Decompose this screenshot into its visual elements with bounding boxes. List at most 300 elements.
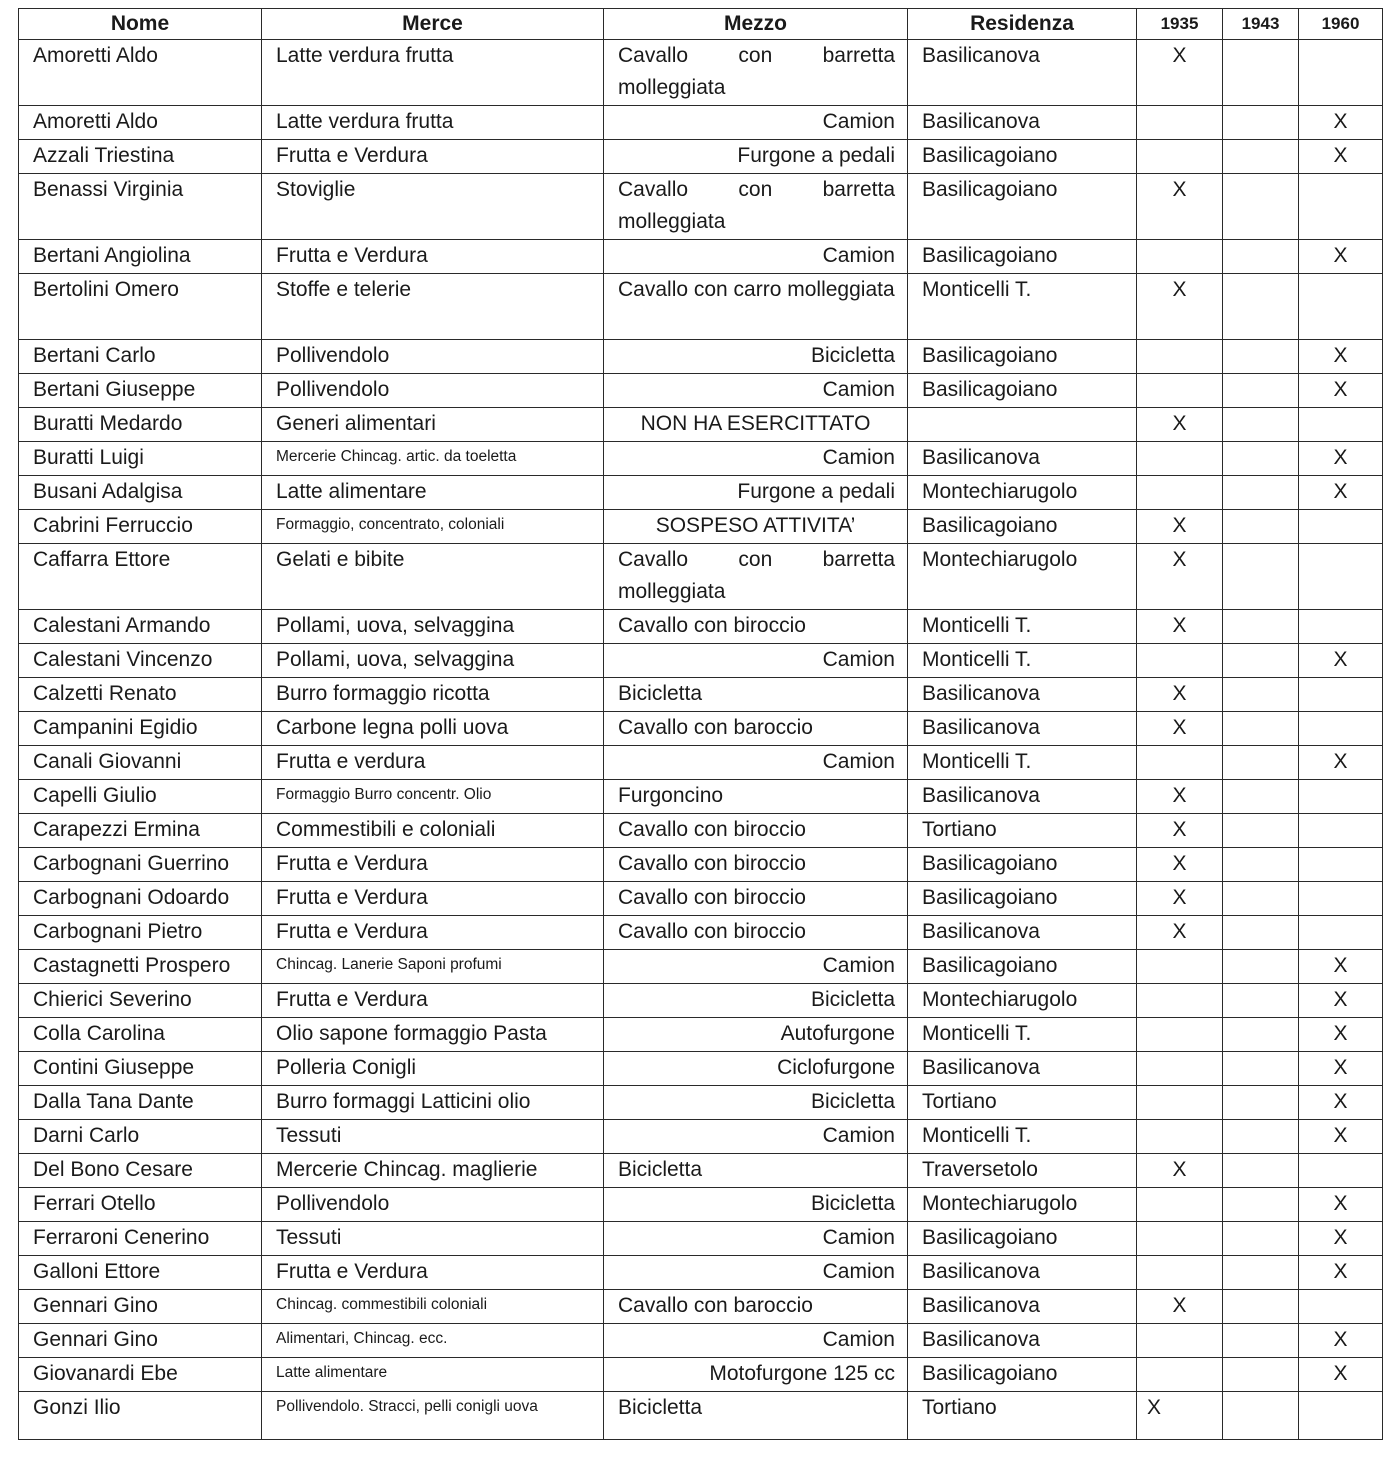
table-row [19, 1324, 1383, 1358]
cell-residenza: Tortiano [908, 1086, 1137, 1120]
cell-merce: Burro formaggi Latticini olio [262, 1086, 604, 1120]
cell-nome: Calestani Armando [19, 610, 262, 644]
cell-nome: Azzali Triestina [19, 140, 262, 174]
header-mezzo: Mezzo [604, 9, 908, 40]
cell-1960-mark: X [1299, 984, 1383, 1018]
cell-1960-mark [1299, 174, 1383, 240]
table-row [19, 746, 1383, 780]
cell-residenza: Monticelli T. [908, 644, 1137, 678]
table-row [19, 678, 1383, 712]
table-row [19, 174, 1383, 240]
cell-residenza: Basilicanova [908, 678, 1137, 712]
cell-1943-mark [1223, 882, 1299, 916]
cell-1943-mark [1223, 274, 1299, 340]
cell-1943-mark [1223, 174, 1299, 240]
cell-nome: Colla Carolina [19, 1018, 262, 1052]
cell-mezzo: Cavallo con biroccio [604, 882, 908, 916]
cell-merce: Tessuti [262, 1120, 604, 1154]
cell-residenza: Basilicanova [908, 1290, 1137, 1324]
cell-1943-mark [1223, 610, 1299, 644]
table-row [19, 340, 1383, 374]
cell-1960-mark [1299, 610, 1383, 644]
cell-mezzo: NON HA ESERCITTATO [604, 408, 908, 442]
cell-1943-mark [1223, 780, 1299, 814]
cell-1935-mark [1137, 374, 1223, 408]
cell-nome: Cabrini Ferruccio [19, 510, 262, 544]
cell-1943-mark [1223, 1120, 1299, 1154]
cell-1960-mark [1299, 1392, 1383, 1440]
cell-merce: Tessuti [262, 1222, 604, 1256]
cell-1935-mark [1137, 1086, 1223, 1120]
cell-merce: Burro formaggio ricotta [262, 678, 604, 712]
cell-1960-mark [1299, 848, 1383, 882]
table-row [19, 984, 1383, 1018]
cell-1943-mark [1223, 1256, 1299, 1290]
cell-residenza: Basilicagoiano [908, 882, 1137, 916]
cell-merce: Chincag. Lanerie Saponi profumi [262, 950, 604, 984]
cell-merce: Latte verdura frutta [262, 40, 604, 106]
cell-mezzo: Camion [604, 746, 908, 780]
table-row [19, 1256, 1383, 1290]
cell-1960-mark [1299, 274, 1383, 340]
cell-nome: Dalla Tana Dante [19, 1086, 262, 1120]
cell-1960-mark: X [1299, 1052, 1383, 1086]
cell-1943-mark [1223, 814, 1299, 848]
cell-mezzo: Bicicletta [604, 984, 908, 1018]
cell-1943-mark [1223, 916, 1299, 950]
table-row [19, 408, 1383, 442]
cell-residenza: Basilicanova [908, 442, 1137, 476]
cell-mezzo: Ciclofurgone [604, 1052, 908, 1086]
cell-residenza: Monticelli T. [908, 274, 1137, 340]
cell-mezzo: Bicicletta [604, 1392, 908, 1440]
cell-merce: Frutta e Verdura [262, 1256, 604, 1290]
cell-residenza: Basilicagoiano [908, 374, 1137, 408]
cell-mezzo: Cavallo con carro molleggiata [604, 274, 908, 340]
cell-1935-mark [1137, 1188, 1223, 1222]
cell-1935-mark [1137, 442, 1223, 476]
table-row [19, 610, 1383, 644]
table-row [19, 1188, 1383, 1222]
cell-1935-mark: X [1137, 678, 1223, 712]
cell-mezzo: Camion [604, 644, 908, 678]
table-row [19, 848, 1383, 882]
table-row [19, 814, 1383, 848]
cell-1935-mark [1137, 1052, 1223, 1086]
cell-1935-mark [1137, 1358, 1223, 1392]
cell-1960-mark [1299, 916, 1383, 950]
table-row [19, 1154, 1383, 1188]
cell-residenza: Monticelli T. [908, 610, 1137, 644]
cell-1960-mark [1299, 1154, 1383, 1188]
cell-nome: Bertani Giuseppe [19, 374, 262, 408]
cell-nome: Castagnetti Prospero [19, 950, 262, 984]
cell-1935-mark: X [1137, 1290, 1223, 1324]
cell-1943-mark [1223, 678, 1299, 712]
cell-1935-mark: X [1137, 544, 1223, 610]
cell-1960-mark: X [1299, 340, 1383, 374]
cell-residenza [908, 408, 1137, 442]
cell-mezzo: Bicicletta [604, 1154, 908, 1188]
cell-nome: Giovanardi Ebe [19, 1358, 262, 1392]
cell-nome: Campanini Egidio [19, 712, 262, 746]
cell-merce: Generi alimentari [262, 408, 604, 442]
cell-mezzo: Cavallo con baroccio [604, 712, 908, 746]
cell-residenza: Tortiano [908, 814, 1137, 848]
cell-nome: Gonzi Ilio [19, 1392, 262, 1440]
cell-1943-mark [1223, 1290, 1299, 1324]
cell-residenza: Montechiarugolo [908, 476, 1137, 510]
cell-mezzo: Camion [604, 374, 908, 408]
cell-residenza: Basilicagoiano [908, 1358, 1137, 1392]
cell-1943-mark [1223, 1358, 1299, 1392]
cell-1960-mark [1299, 780, 1383, 814]
cell-merce: Mercerie Chincag. artic. da toeletta [262, 442, 604, 476]
cell-nome: Amoretti Aldo [19, 40, 262, 106]
header-residenza: Residenza [908, 9, 1137, 40]
cell-merce: Stoffe e telerie [262, 274, 604, 340]
cell-mezzo: Bicicletta [604, 1086, 908, 1120]
cell-1960-mark [1299, 882, 1383, 916]
table-row [19, 1120, 1383, 1154]
cell-1935-mark: X [1137, 40, 1223, 106]
table-row [19, 1018, 1383, 1052]
cell-residenza: Basilicanova [908, 106, 1137, 140]
cell-merce: Stoviglie [262, 174, 604, 240]
cell-1960-mark: X [1299, 140, 1383, 174]
cell-1935-mark: X [1137, 1392, 1223, 1440]
cell-mezzo: Bicicletta [604, 678, 908, 712]
cell-1935-mark [1137, 476, 1223, 510]
table-body [19, 40, 1383, 1440]
cell-1960-mark: X [1299, 746, 1383, 780]
cell-1960-mark: X [1299, 1256, 1383, 1290]
cell-nome: Bertolini Omero [19, 274, 262, 340]
cell-1960-mark: X [1299, 1188, 1383, 1222]
table-row [19, 274, 1383, 340]
cell-mezzo: Cavallo con baroccio [604, 1290, 908, 1324]
cell-1960-mark [1299, 510, 1383, 544]
cell-nome: Carbognani Pietro [19, 916, 262, 950]
cell-merce: Pollivendolo [262, 340, 604, 374]
cell-residenza: Montechiarugolo [908, 984, 1137, 1018]
cell-1935-mark [1137, 240, 1223, 274]
cell-merce: Frutta e Verdura [262, 882, 604, 916]
cell-residenza: Monticelli T. [908, 1018, 1137, 1052]
cell-1935-mark [1137, 1222, 1223, 1256]
cell-merce: Mercerie Chincag. maglierie [262, 1154, 604, 1188]
cell-nome: Del Bono Cesare [19, 1154, 262, 1188]
cell-residenza: Basilicagoiano [908, 340, 1137, 374]
cell-merce: Alimentari, Chincag. ecc. [262, 1324, 604, 1358]
cell-1935-mark: X [1137, 780, 1223, 814]
cell-nome: Calzetti Renato [19, 678, 262, 712]
cell-1960-mark [1299, 544, 1383, 610]
cell-residenza: Basilicanova [908, 1256, 1137, 1290]
cell-merce: Pollivendolo [262, 1188, 604, 1222]
cell-merce: Olio sapone formaggio Pasta [262, 1018, 604, 1052]
cell-1935-mark [1137, 140, 1223, 174]
cell-1943-mark [1223, 644, 1299, 678]
cell-1943-mark [1223, 1188, 1299, 1222]
table-row [19, 40, 1383, 106]
cell-residenza: Monticelli T. [908, 746, 1137, 780]
cell-1943-mark [1223, 510, 1299, 544]
cell-mezzo: Motofurgone 125 cc [604, 1358, 908, 1392]
cell-merce: Frutta e Verdura [262, 984, 604, 1018]
cell-1960-mark: X [1299, 1018, 1383, 1052]
cell-1960-mark: X [1299, 950, 1383, 984]
cell-nome: Calestani Vincenzo [19, 644, 262, 678]
cell-mezzo: Cavallo con barretta molleggiata [604, 174, 908, 240]
cell-merce: Latte alimentare [262, 1358, 604, 1392]
cell-mezzo: Camion [604, 442, 908, 476]
cell-mezzo: Cavallo con biroccio [604, 610, 908, 644]
cell-merce: Latte alimentare [262, 476, 604, 510]
cell-nome: Galloni Ettore [19, 1256, 262, 1290]
cell-nome: Caffarra Ettore [19, 544, 262, 610]
cell-1943-mark [1223, 1392, 1299, 1440]
cell-merce: Pollivendolo. Stracci, pelli conigli uova [262, 1392, 604, 1440]
cell-mezzo: Camion [604, 1256, 908, 1290]
cell-merce: Pollami, uova, selvaggina [262, 644, 604, 678]
cell-merce: Frutta e Verdura [262, 240, 604, 274]
cell-1943-mark [1223, 848, 1299, 882]
table-row [19, 712, 1383, 746]
cell-1960-mark: X [1299, 1120, 1383, 1154]
cell-mezzo: Camion [604, 950, 908, 984]
cell-residenza: Basilicagoiano [908, 1222, 1137, 1256]
cell-merce: Frutta e Verdura [262, 848, 604, 882]
cell-merce: Carbone legna polli uova [262, 712, 604, 746]
cell-mezzo: Camion [604, 1324, 908, 1358]
table-row [19, 644, 1383, 678]
table-header [19, 9, 1383, 40]
cell-1943-mark [1223, 374, 1299, 408]
cell-1960-mark [1299, 712, 1383, 746]
table-row [19, 1052, 1383, 1086]
table-row [19, 140, 1383, 174]
cell-1943-mark [1223, 1052, 1299, 1086]
cell-1943-mark [1223, 1154, 1299, 1188]
cell-residenza: Basilicanova [908, 916, 1137, 950]
table-row [19, 916, 1383, 950]
cell-mezzo: Camion [604, 1222, 908, 1256]
cell-1935-mark: X [1137, 1154, 1223, 1188]
cell-mezzo: Autofurgone [604, 1018, 908, 1052]
cell-merce: Frutta e Verdura [262, 140, 604, 174]
cell-1935-mark: X [1137, 174, 1223, 240]
cell-1960-mark: X [1299, 106, 1383, 140]
cell-1935-mark [1137, 644, 1223, 678]
vendors-table [18, 8, 1383, 1440]
cell-1943-mark [1223, 712, 1299, 746]
cell-residenza: Montechiarugolo [908, 544, 1137, 610]
cell-1935-mark: X [1137, 274, 1223, 340]
cell-1943-mark [1223, 1222, 1299, 1256]
cell-merce: Latte verdura frutta [262, 106, 604, 140]
table-row [19, 510, 1383, 544]
cell-1935-mark: X [1137, 916, 1223, 950]
cell-1935-mark [1137, 1324, 1223, 1358]
cell-nome: Carapezzi Ermina [19, 814, 262, 848]
cell-mezzo: Furgone a pedali [604, 476, 908, 510]
header-1960: 1960 [1299, 9, 1383, 40]
cell-1935-mark: X [1137, 814, 1223, 848]
cell-1935-mark [1137, 340, 1223, 374]
cell-1960-mark: X [1299, 476, 1383, 510]
cell-nome: Carbognani Odoardo [19, 882, 262, 916]
cell-1960-mark: X [1299, 1086, 1383, 1120]
cell-1935-mark: X [1137, 848, 1223, 882]
cell-1935-mark: X [1137, 510, 1223, 544]
cell-merce: Pollivendolo [262, 374, 604, 408]
cell-nome: Contini Giuseppe [19, 1052, 262, 1086]
cell-mezzo: Furgoncino [604, 780, 908, 814]
cell-mezzo: Bicicletta [604, 340, 908, 374]
table-row [19, 1358, 1383, 1392]
cell-1960-mark: X [1299, 374, 1383, 408]
cell-merce: Frutta e Verdura [262, 916, 604, 950]
table-row [19, 240, 1383, 274]
cell-residenza: Monticelli T. [908, 1120, 1137, 1154]
cell-1943-mark [1223, 240, 1299, 274]
cell-residenza: Basilicanova [908, 1324, 1137, 1358]
cell-1935-mark [1137, 1120, 1223, 1154]
cell-nome: Benassi Virginia [19, 174, 262, 240]
header-merce: Merce [262, 9, 604, 40]
cell-nome: Bertani Angiolina [19, 240, 262, 274]
cell-merce: Frutta e verdura [262, 746, 604, 780]
cell-1960-mark: X [1299, 1358, 1383, 1392]
cell-merce: Formaggio, concentrato, coloniali [262, 510, 604, 544]
cell-merce: Gelati e bibite [262, 544, 604, 610]
cell-residenza: Basilicanova [908, 712, 1137, 746]
cell-1960-mark: X [1299, 644, 1383, 678]
cell-1943-mark [1223, 106, 1299, 140]
cell-nome: Busani Adalgisa [19, 476, 262, 510]
cell-nome: Bertani Carlo [19, 340, 262, 374]
cell-mezzo: Cavallo con biroccio [604, 814, 908, 848]
cell-nome: Canali Giovanni [19, 746, 262, 780]
cell-1935-mark: X [1137, 610, 1223, 644]
header-1943: 1943 [1223, 9, 1299, 40]
cell-1943-mark [1223, 442, 1299, 476]
cell-1935-mark: X [1137, 882, 1223, 916]
table-row [19, 544, 1383, 610]
header-nome: Nome [19, 9, 262, 40]
header-1935: 1935 [1137, 9, 1223, 40]
table-row [19, 1222, 1383, 1256]
cell-mezzo: Cavallo con biroccio [604, 916, 908, 950]
cell-nome: Capelli Giulio [19, 780, 262, 814]
cell-1943-mark [1223, 1324, 1299, 1358]
cell-1935-mark: X [1137, 712, 1223, 746]
cell-1935-mark [1137, 106, 1223, 140]
cell-nome: Darni Carlo [19, 1120, 262, 1154]
cell-residenza: Tortiano [908, 1392, 1137, 1440]
cell-1960-mark [1299, 678, 1383, 712]
cell-mezzo: Cavallo con barretta molleggiata [604, 544, 908, 610]
cell-mezzo: Furgone a pedali [604, 140, 908, 174]
cell-1960-mark: X [1299, 442, 1383, 476]
cell-merce: Commestibili e coloniali [262, 814, 604, 848]
cell-1960-mark: X [1299, 240, 1383, 274]
cell-residenza: Basilicanova [908, 1052, 1137, 1086]
cell-residenza: Basilicagoiano [908, 950, 1137, 984]
cell-1943-mark [1223, 984, 1299, 1018]
cell-nome: Buratti Luigi [19, 442, 262, 476]
cell-mezzo: SOSPESO ATTIVITA’ [604, 510, 908, 544]
cell-nome: Ferraroni Cenerino [19, 1222, 262, 1256]
cell-merce: Polleria Conigli [262, 1052, 604, 1086]
cell-residenza: Traversetolo [908, 1154, 1137, 1188]
cell-1960-mark: X [1299, 1324, 1383, 1358]
cell-1943-mark [1223, 1018, 1299, 1052]
table-row [19, 1086, 1383, 1120]
cell-residenza: Basilicanova [908, 40, 1137, 106]
cell-mezzo: Camion [604, 1120, 908, 1154]
cell-1960-mark [1299, 408, 1383, 442]
cell-residenza: Basilicagoiano [908, 510, 1137, 544]
cell-1935-mark: X [1137, 408, 1223, 442]
cell-1935-mark [1137, 746, 1223, 780]
table-row [19, 882, 1383, 916]
table-row [19, 780, 1383, 814]
cell-nome: Chierici Severino [19, 984, 262, 1018]
table-row [19, 476, 1383, 510]
table-row [19, 1392, 1383, 1440]
cell-merce: Pollami, uova, selvaggina [262, 610, 604, 644]
cell-1960-mark: X [1299, 1222, 1383, 1256]
cell-mezzo: Camion [604, 240, 908, 274]
cell-1935-mark [1137, 1256, 1223, 1290]
cell-residenza: Basilicagoiano [908, 848, 1137, 882]
table-row [19, 442, 1383, 476]
cell-merce: Chincag. commestibili coloniali [262, 1290, 604, 1324]
cell-1943-mark [1223, 408, 1299, 442]
cell-1960-mark [1299, 814, 1383, 848]
cell-nome: Carbognani Guerrino [19, 848, 262, 882]
cell-1960-mark [1299, 40, 1383, 106]
cell-nome: Ferrari Otello [19, 1188, 262, 1222]
cell-nome: Gennari Gino [19, 1324, 262, 1358]
cell-1943-mark [1223, 40, 1299, 106]
cell-1943-mark [1223, 544, 1299, 610]
table-row [19, 106, 1383, 140]
table-row [19, 950, 1383, 984]
cell-nome: Buratti Medardo [19, 408, 262, 442]
cell-mezzo: Cavallo con biroccio [604, 848, 908, 882]
cell-residenza: Basilicagoiano [908, 240, 1137, 274]
cell-mezzo: Bicicletta [604, 1188, 908, 1222]
cell-1943-mark [1223, 746, 1299, 780]
cell-nome: Amoretti Aldo [19, 106, 262, 140]
cell-merce: Formaggio Burro concentr. Olio [262, 780, 604, 814]
cell-residenza: Montechiarugolo [908, 1188, 1137, 1222]
cell-1935-mark [1137, 1018, 1223, 1052]
cell-1943-mark [1223, 476, 1299, 510]
cell-1943-mark [1223, 140, 1299, 174]
cell-1935-mark [1137, 984, 1223, 1018]
cell-nome: Gennari Gino [19, 1290, 262, 1324]
cell-mezzo: Camion [604, 106, 908, 140]
cell-mezzo: Cavallo con barretta molleggiata [604, 40, 908, 106]
cell-1943-mark [1223, 340, 1299, 374]
cell-1943-mark [1223, 950, 1299, 984]
cell-1935-mark [1137, 950, 1223, 984]
cell-1960-mark [1299, 1290, 1383, 1324]
